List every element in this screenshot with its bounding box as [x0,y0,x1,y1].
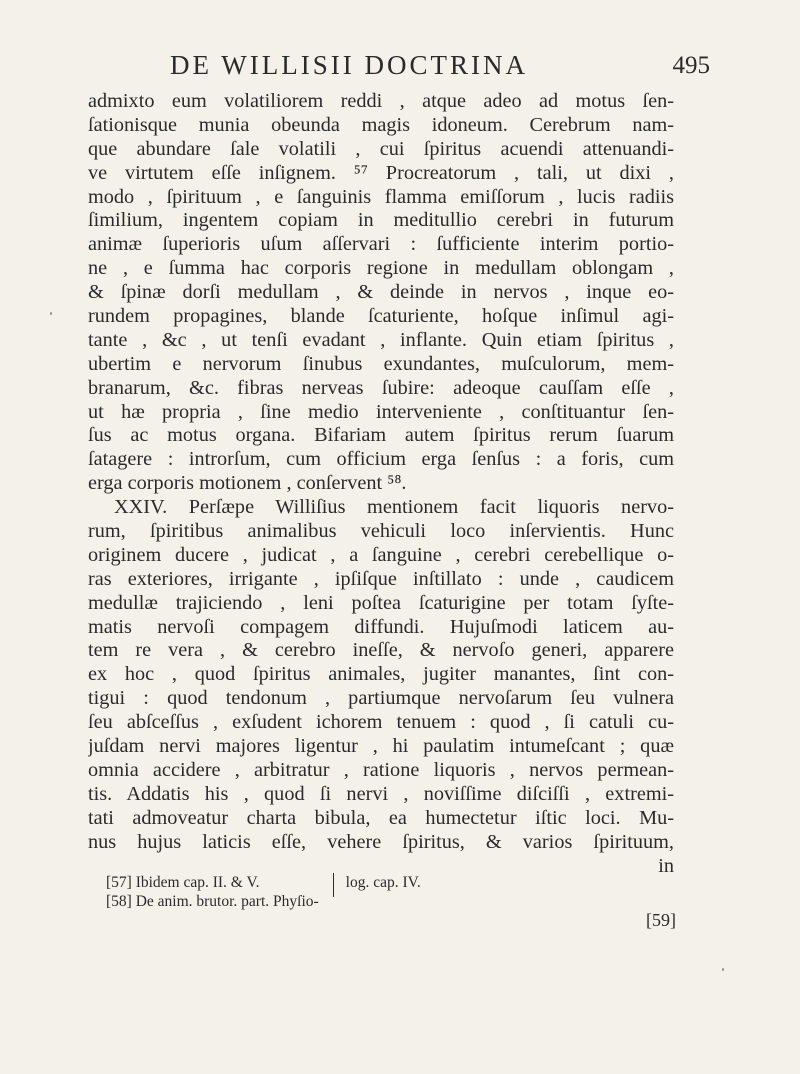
footnote-58: [58] De anim. brutor. part. Phyſio- [106,893,319,910]
text-line: animæ ſuperioris uſum aſſervari : ſufficiente interim portio- [88,233,674,256]
text-line: ſeu abſceſſus , exſudent ichorem tenuem : quod , ſi catuli cu- [88,711,674,734]
text-line: tante , &c , ut tenſi evadant , inflante. Quin etiam ſpiritus , [88,328,674,351]
text-line: tis. Addatis his , quod ſi nervi , noviſſime diſciſſi , extremi- [88,782,674,805]
text-line: medullæ trajiciendo , leni poſtea ſcaturigine per totam ſyſte- [88,591,674,614]
text-line: ut hæ propria , ſine medio interveniente , conſtituantur ſen- [88,400,674,423]
text-line: juſdam nervi majores ligentur , hi paulatim intumeſcant ; quæ [88,735,674,758]
paper-speck [50,312,52,315]
text-line: modo , ſpirituum , e ſanguinis flamma emiſſorum , lucis radiis [88,185,674,208]
text-line: branarum, &c. fibras nerveas ſubire: adeoque cauſſam eſſe , [88,376,674,399]
section-start-line: XXIV. Perſæpe Williſius mentionem facit liquoris nervo- [114,496,674,519]
text-line: tigui : quod tendonum , partiumque nervoſarum ſeu vulnera [88,687,674,710]
text-line: que abundare ſale volatili , cui ſpiritus acuendi attenuandi- [88,137,674,160]
text-line: originem ducere , judicat , a ſanguine , cerebri cerebellique o- [88,543,674,566]
text-line: rum, ſpiritibus animalibus vehiculi loco inſervientis. Hunc [88,520,674,543]
text-line: admixto eum volatiliorem reddi , atque adeo ad motus ſen- [88,90,674,112]
page-number: 495 [672,52,710,79]
text-line: tem re vera , & cerebro ineſſe, & nervoſo generi, apparere [88,639,674,662]
text-line: tati admoveatur charta bibula, ea humectetur iſtic loci. Mu- [88,806,674,829]
text-line: matis nervoſi compagem diffundi. Hujuſmodi laticem au- [88,615,674,638]
paper-speck [722,968,724,971]
catchword: in [658,854,674,877]
signature-mark: [59] [646,910,676,930]
text-line: ſus ac motus organa. Bifariam autem ſpiritus rerum ſuarum [88,424,674,447]
text-line: & ſpinæ dorſi medullam , & deinde in nervos , inque eo- [88,281,674,304]
footnote-divider [333,873,334,897]
text-line: ſatagere : introrſum, cum officium erga ſenſus : a foris, cum [88,448,674,471]
text-line: ſimilium, ingentem copiam in meditullio cerebri in futurum [88,209,674,232]
text-line: ex hoc , quod ſpiritus animales, jugiter manantes, ſint con- [88,663,674,686]
text-line: ſationisque munia obeunda magis idoneum. Cerebrum nam- [88,113,674,136]
running-head: DE WILLISII DOCTRINA [170,50,528,80]
text-line: omnia accidere , arbitratur , ratione liquoris , nervos permean- [88,758,674,781]
text-line: ubertim e nervorum ſinubus exundantes, muſculorum, mem- [88,352,674,375]
footnote-58-continued: log. cap. IV. [345,874,421,891]
text-line: erga corporis motionem , conſervent ⁵⁸. [88,472,407,495]
text-line: rundem propagines, blande ſcaturiente, hoſque inſimul agi- [88,305,674,328]
body-text [88,90,674,878]
footnote-57: [57] Ibidem cap. II. & V. [106,874,260,891]
footnotes [106,873,526,911]
text-line: ne , e ſumma hac corporis regione in medullam oblongam , [88,257,674,280]
text-line: nus hujus laticis eſſe, vehere ſpiritus, & varios ſpirituum, [88,830,674,853]
page-header [90,46,710,86]
text-line: ras exteriores, irrigante , ipſiſque inſtillato : unde , caudicem [88,567,674,590]
text-line: ve virtutem eſſe inſignem. ⁵⁷ Procreatorum , tali, ut dixi , [88,161,674,184]
